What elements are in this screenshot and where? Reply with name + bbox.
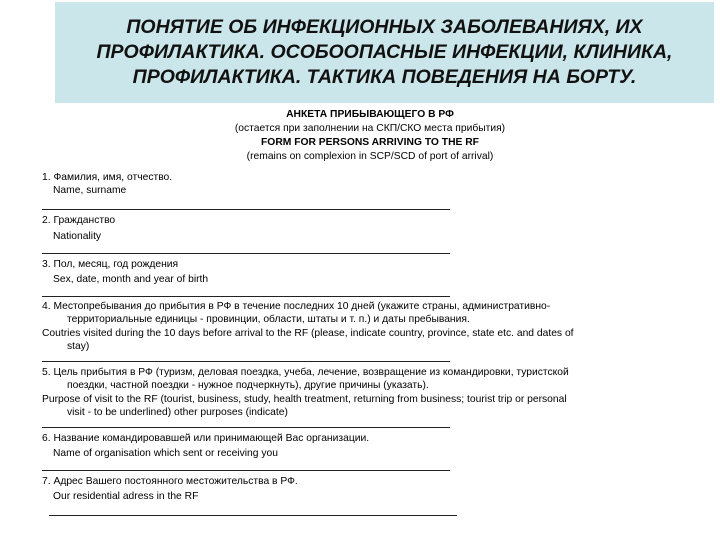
question-5-label-ru-line-2: поездки, частной поездки - нужное подчеркнуть), другие причины (указать). xyxy=(67,380,429,391)
slide-title-line-1: ПОНЯТИЕ ОБ ИНФЕКЦИОННЫХ ЗАБОЛЕВАНИЯХ, ИХ xyxy=(126,16,643,38)
question-4-label-ru-line-2: территориальные единицы - провинции, области, штаты и т. п.) и даты пребывания. xyxy=(67,314,470,325)
question-6-label-en: Name of organisation which sent or receiving you xyxy=(53,448,278,459)
question-2-answer-line[interactable] xyxy=(42,253,450,254)
question-5-label-en-line-2: visit - to be underlined) other purposes (indicate) xyxy=(67,407,288,418)
question-7-label-ru: 7. Адрес Вашего постоянного местожительства в РФ. xyxy=(42,476,298,487)
form-note-ru: (остается при заполнении на СКП/СКО места прибытия) xyxy=(234,123,506,134)
question-2-label-en: Nationality xyxy=(53,231,102,242)
question-3-label-en: Sex, date, month and year of birth xyxy=(53,274,209,285)
question-3-label-ru: 3. Пол, месяц, год рождения xyxy=(42,259,179,270)
question-6-label-ru: 6. Название командировавшей или принимающей Вас организации. xyxy=(42,433,370,444)
question-5-label-en-line-1: Purpose of visit to the RF (tourist, business, study, health treatment, returning from business; tourist trip or personal xyxy=(42,394,567,405)
question-5-label-ru-line-1: 5. Цель прибытия в РФ (туризм, деловая поездка, учеба, лечение, возвращение из командировки, туристской xyxy=(42,367,569,378)
question-5-answer-line[interactable] xyxy=(42,427,450,428)
form-title-ru: АНКЕТА ПРИБЫВАЮЩЕГО В РФ xyxy=(286,109,454,120)
question-4-label-en-line-2: stay) xyxy=(67,341,90,352)
question-7-label-en: Our residential adress in the RF xyxy=(53,491,199,502)
slide-title-line-3: ПРОФИЛАКТИКА. ТАКТИКА ПОВЕДЕНИЯ НА БОРТУ. xyxy=(132,66,637,88)
form-title-en: FORM FOR PERSONS ARRIVING TO THE RF xyxy=(261,137,479,148)
slide-title-line-2: ПРОФИЛАКТИКА. ОСОБООПАСНЫЕ ИНФЕКЦИИ, КЛИНИКА, xyxy=(96,41,673,63)
question-4-answer-line[interactable] xyxy=(42,361,450,362)
question-3-answer-line[interactable] xyxy=(42,296,450,297)
question-1-label-en: Name, surname xyxy=(53,185,127,196)
question-2-label-ru: 2. Гражданство xyxy=(42,215,116,226)
question-1-answer-line[interactable] xyxy=(42,209,450,210)
question-6-answer-line[interactable] xyxy=(42,470,450,471)
form-note-en: (remains on complexion in SCP/SCD of port of arrival) xyxy=(246,151,494,162)
slide-title-box xyxy=(55,2,714,103)
question-1-label-ru: 1. Фамилия, имя, отчество. xyxy=(42,172,173,183)
question-4-label-en-line-1: Coutries visited during the 10 days before arrival to the RF (please, indicate country, province, state etc. and dates of xyxy=(42,328,574,339)
question-7-answer-line[interactable] xyxy=(49,515,457,516)
question-4-label-ru-line-1: 4. Местопребывания до прибытия в РФ в течение последних 10 дней (укажите страны, административно- xyxy=(42,301,551,312)
